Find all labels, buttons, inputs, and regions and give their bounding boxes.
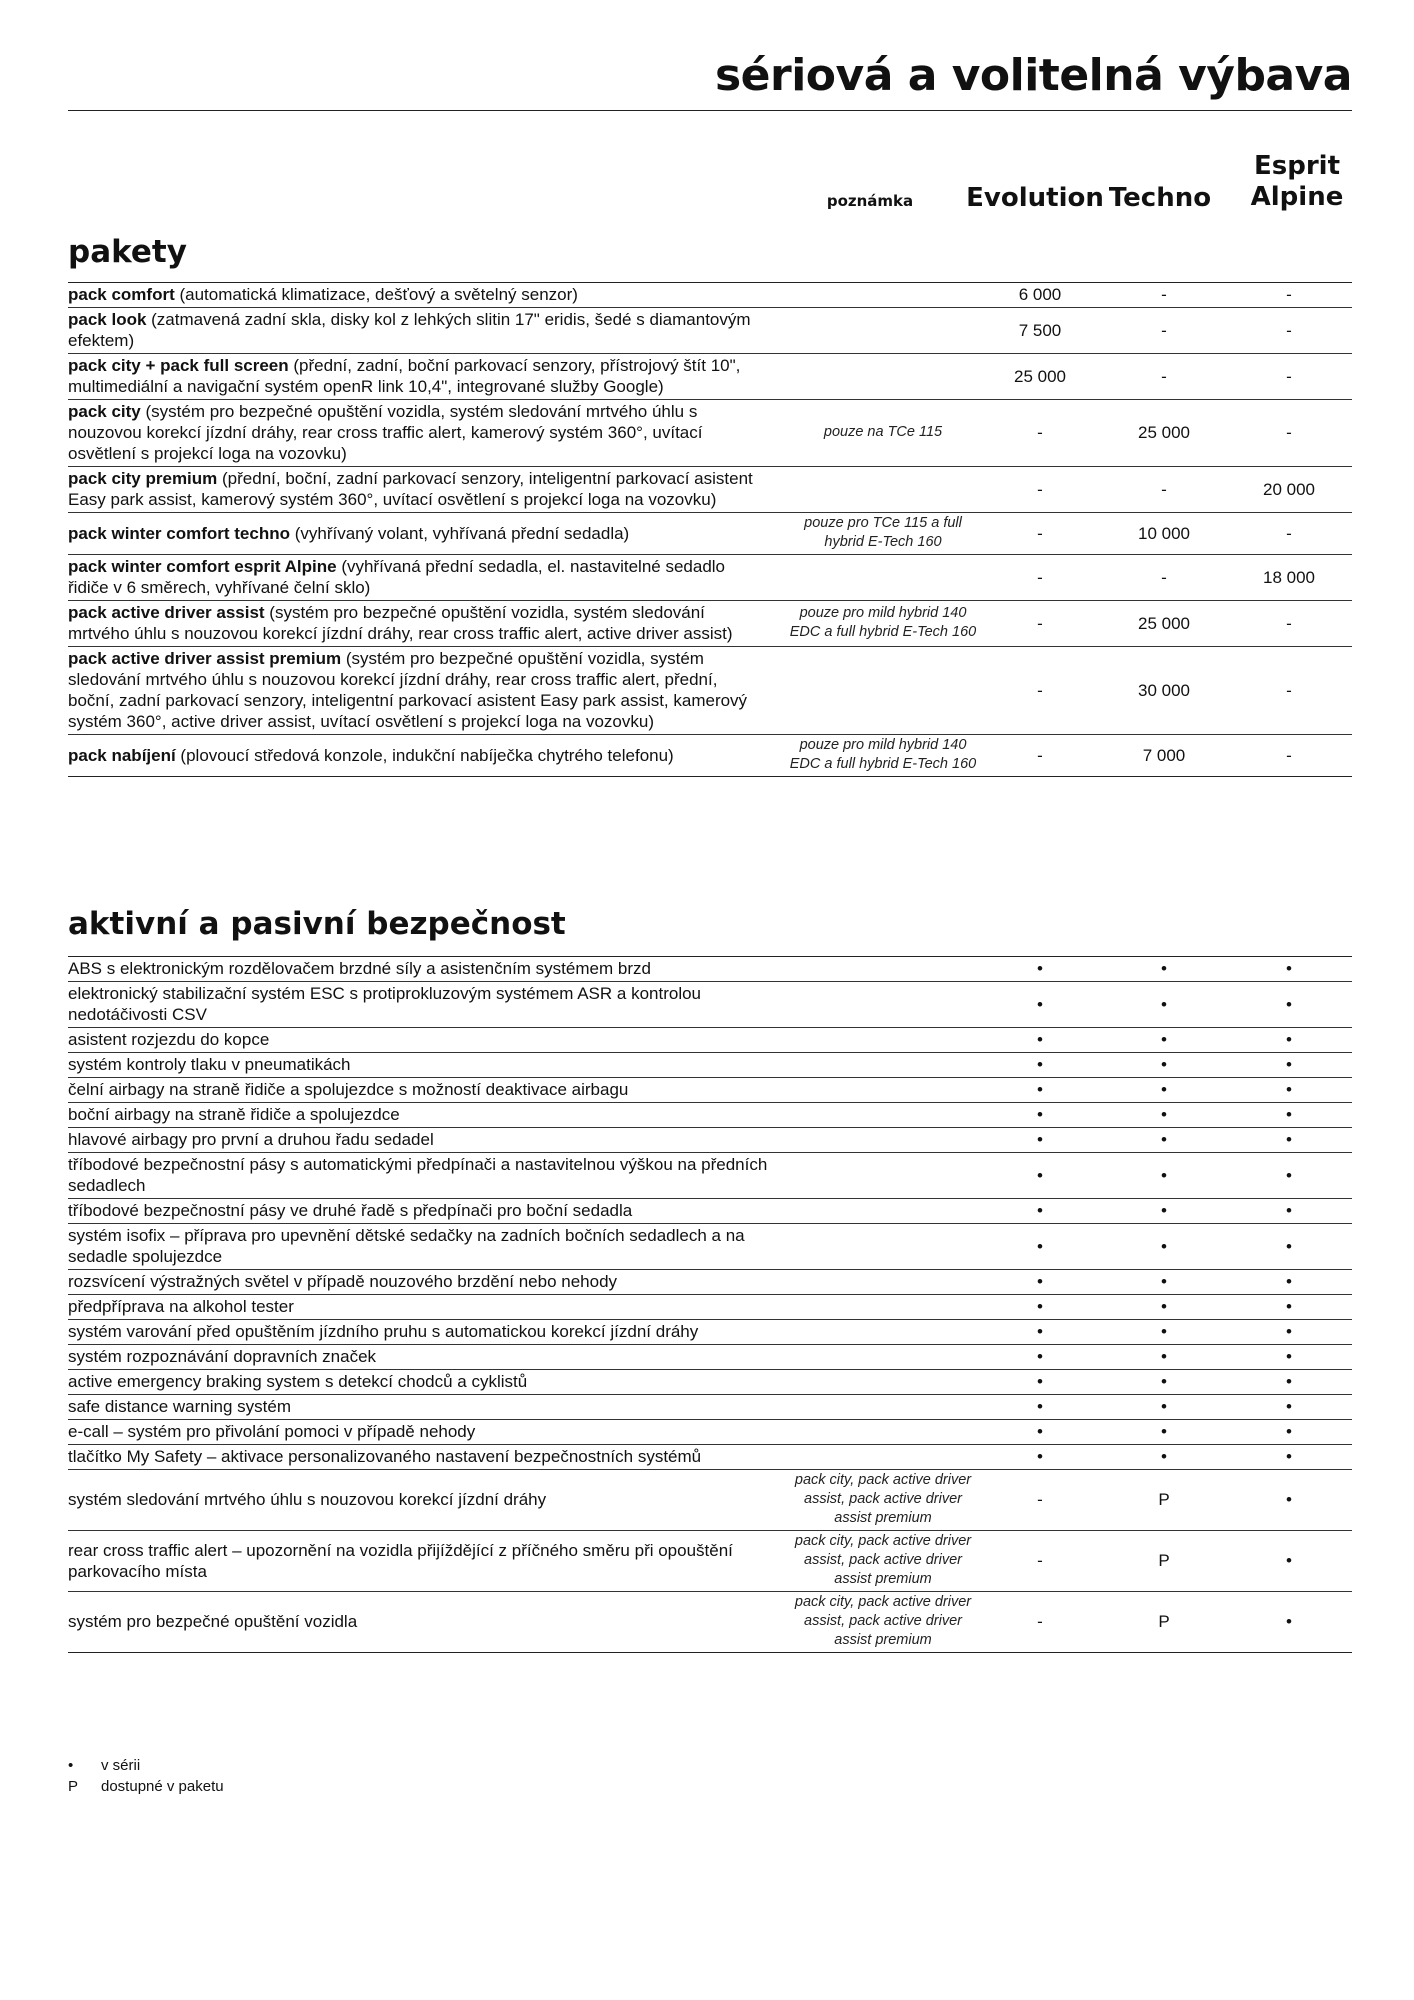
feature-description: e-call – systém pro přivolání pomoci v případě nehody: [68, 1420, 788, 1445]
feature-description: tlačítko My Safety – aktivace personalizovaného nastavení bezpečnostních systémů: [68, 1445, 788, 1470]
techno-availability: •: [1102, 1370, 1226, 1395]
evolution-availability: •: [978, 1420, 1102, 1445]
techno-availability: •: [1102, 1199, 1226, 1224]
alpine-price: -: [1226, 513, 1352, 555]
note-cell: pouze pro mild hybrid 140 EDC a full hybrid E-Tech 160: [788, 601, 978, 647]
note-cell: [788, 957, 978, 982]
legend-symbol: •: [68, 1757, 74, 1774]
pack-description: [68, 283, 788, 308]
alpine-price: -: [1226, 283, 1352, 308]
column-header-techno: Techno: [1108, 183, 1212, 213]
table-row: [68, 1153, 1352, 1199]
feature-description: tříbodové bezpečnostní pásy s automatickými předpínači a nastavitelnou výškou na předních sedadlech: [68, 1153, 788, 1199]
techno-availability: •: [1102, 1028, 1226, 1053]
evolution-availability: -: [978, 1531, 1102, 1592]
alpine-availability: •: [1226, 1395, 1352, 1420]
evolution-availability: •: [978, 957, 1102, 982]
note-cell: [788, 1445, 978, 1470]
note-cell: pack city, pack active driver assist, pack active driver assist premium: [794, 1594, 972, 1648]
evolution-availability: •: [978, 982, 1102, 1028]
note-cell: pack city, pack active driver assist, pack active driver assist premium: [788, 1531, 978, 1592]
techno-availability: •: [1102, 1224, 1226, 1270]
techno-availability: •: [1102, 1345, 1226, 1370]
note-cell: [788, 1053, 978, 1078]
note-cell: [788, 1395, 978, 1420]
evolution-availability: •: [978, 1445, 1102, 1470]
table-row: [68, 1078, 1352, 1103]
pack-description: [68, 400, 788, 467]
table-row: [68, 467, 1352, 513]
pack-detail: (systém pro bezpečné opuštění vozidla, systém sledování mrtvého úhlu s nouzovou korekcí jízdní dráhy, rear cross traffic alert, přední, boční, zadní parkovací senzory, inteligentní parkovací asistent Easy park assist, kamerový systém 360°, active driver assist, uvítací osvětlení s projekcí loga na vozovku): [68, 649, 748, 731]
evolution-availability: •: [978, 1395, 1102, 1420]
techno-availability: P: [1102, 1531, 1226, 1592]
note-cell: [788, 1078, 978, 1103]
alpine-price: -: [1226, 400, 1352, 467]
alpine-availability: •: [1226, 982, 1352, 1028]
table-row: [68, 735, 1352, 777]
techno-availability: •: [1102, 1320, 1226, 1345]
evolution-price: -: [978, 601, 1102, 647]
alpine-availability: •: [1226, 1420, 1352, 1445]
pack-detail: (vyhřívaná přední sedadla, el. nastavitelné sedadlo řidiče v 6 směrech, vyhřívané čelní sklo): [68, 557, 726, 597]
table-row: [68, 1224, 1352, 1270]
feature-description: čelní airbagy na straně řidiče a spolujezdce s možností deaktivace airbagu: [68, 1078, 788, 1103]
techno-availability: •: [1102, 982, 1226, 1028]
alpine-price: -: [1226, 308, 1352, 354]
evolution-price: -: [978, 555, 1102, 601]
note-cell: [788, 1345, 978, 1370]
alpine-price: -: [1226, 647, 1352, 735]
evolution-availability: •: [978, 1270, 1102, 1295]
feature-description: tříbodové bezpečnostní pásy ve druhé řadě s předpínači pro boční sedadla: [68, 1199, 788, 1224]
evolution-availability: •: [978, 1345, 1102, 1370]
evolution-availability: -: [1037, 1612, 1043, 1631]
pack-detail: (automatická klimatizace, dešťový a světelný senzor): [174, 285, 578, 304]
alpine-price: 18 000: [1226, 555, 1352, 601]
evolution-price: -: [978, 513, 1102, 555]
alpine-price: -: [1286, 745, 1292, 765]
table-row: [68, 308, 1352, 354]
note-cell: [788, 467, 978, 513]
column-header-evolution: Evolution: [966, 183, 1104, 213]
evolution-availability: •: [978, 1053, 1102, 1078]
column-header-note: poznámka: [826, 192, 914, 210]
alpine-availability: •: [1226, 1078, 1352, 1103]
evolution-availability: •: [978, 1078, 1102, 1103]
legend: [68, 1755, 224, 1797]
table-row: [68, 1445, 1352, 1470]
pack-name: pack city + pack full screen: [68, 356, 289, 375]
alpine-price: -: [1226, 354, 1352, 400]
note-cell: [788, 1320, 978, 1345]
techno-availability: •: [1102, 957, 1226, 982]
evolution-price: -: [978, 647, 1102, 735]
note-cell: [788, 1370, 978, 1395]
pack-name: pack comfort: [68, 285, 175, 304]
techno-availability: P: [1158, 1612, 1170, 1631]
alpine-availability: •: [1226, 1053, 1352, 1078]
evolution-availability: •: [978, 1224, 1102, 1270]
table-row: [68, 1345, 1352, 1370]
pack-name: pack winter comfort techno: [68, 523, 290, 543]
table-row: [68, 283, 1352, 308]
alpine-availability: •: [1226, 1295, 1352, 1320]
techno-availability: •: [1102, 1153, 1226, 1199]
evolution-availability: •: [978, 1370, 1102, 1395]
note-cell: [788, 555, 978, 601]
alpine-availability: •: [1226, 957, 1352, 982]
alpine-availability: •: [1226, 1470, 1352, 1531]
safety-table: [68, 956, 1352, 1653]
table-row: [68, 1470, 1352, 1531]
section-title-packs: pakety: [68, 234, 187, 270]
pack-description: [68, 513, 788, 555]
alpine-price: -: [1226, 601, 1352, 647]
pack-detail: (systém pro bezpečné opuštění vozidla, systém sledování mrtvého úhlu s nouzovou korekcí jízdní dráhy, rear cross traffic alert, kamerový systém 360°, uvítací osvětlení s projekcí loga na vozovku): [68, 402, 703, 463]
table-row: [68, 1053, 1352, 1078]
note-cell: [788, 1295, 978, 1320]
alpine-availability: •: [1226, 1153, 1352, 1199]
feature-description: systém rozpoznávání dopravních značek: [68, 1345, 788, 1370]
feature-description: systém kontroly tlaku v pneumatikách: [68, 1053, 788, 1078]
table-row: [68, 982, 1352, 1028]
table-row: [68, 1028, 1352, 1053]
evolution-availability: •: [978, 1103, 1102, 1128]
techno-availability: •: [1102, 1078, 1226, 1103]
table-row: [68, 1295, 1352, 1320]
feature-description: systém isofix – příprava pro upevnění dětské sedačky na zadních bočních sedadlech a na sedadle spolujezdce: [68, 1224, 788, 1270]
evolution-availability: •: [978, 1320, 1102, 1345]
alpine-availability: •: [1226, 1103, 1352, 1128]
alpine-availability: •: [1226, 1028, 1352, 1053]
techno-availability: •: [1102, 1103, 1226, 1128]
pack-description: [68, 735, 788, 777]
pack-description: [68, 308, 788, 354]
table-row: [68, 601, 1352, 647]
table-row: [68, 1103, 1352, 1128]
techno-availability: •: [1102, 1395, 1226, 1420]
techno-price: -: [1102, 555, 1226, 601]
pack-detail: (přední, boční, zadní parkovací senzory, inteligentní parkovací asistent Easy park assist, kamerový systém 360°, uvítací osvětlení s projekcí loga na vozovku): [68, 469, 753, 509]
evolution-price: 7 500: [978, 308, 1102, 354]
feature-description: předpříprava na alkohol tester: [68, 1295, 788, 1320]
table-row: [68, 647, 1352, 735]
alpine-availability: •: [1226, 1199, 1352, 1224]
pack-description: [68, 354, 788, 400]
alpine-availability: •: [1226, 1128, 1352, 1153]
techno-price: 10 000: [1102, 513, 1226, 555]
pack-description: [68, 555, 788, 601]
note-cell: [788, 1199, 978, 1224]
note-cell: [788, 1153, 978, 1199]
feature-description: boční airbagy na straně řidiče a spolujezdce: [68, 1103, 788, 1128]
feature-description: systém varování před opuštěním jízdního pruhu s automatickou korekcí jízdní dráhy: [68, 1320, 788, 1345]
note-cell: [788, 354, 978, 400]
alpine-availability: •: [1286, 1612, 1292, 1631]
note-cell: [788, 283, 978, 308]
techno-availability: •: [1102, 1053, 1226, 1078]
techno-availability: •: [1102, 1270, 1226, 1295]
table-row: [68, 354, 1352, 400]
techno-availability: P: [1102, 1470, 1226, 1531]
techno-price: -: [1102, 354, 1226, 400]
table-row: [68, 513, 1352, 555]
pack-description: [68, 467, 788, 513]
pack-name: pack active driver assist premium: [68, 649, 342, 668]
column-header-esprit-alpine: [1222, 151, 1372, 213]
pack-detail: (vyhřívaný volant, vyhřívaná přední sedadla): [289, 523, 630, 543]
note-cell: pouze pro mild hybrid 140 EDC a full hybrid E-Tech 160: [789, 737, 977, 772]
feature-description: systém sledování mrtvého úhlu s nouzovou korekcí jízdní dráhy: [68, 1470, 788, 1531]
note-cell: pouze na TCe 115: [788, 400, 978, 467]
evolution-price: -: [978, 400, 1102, 467]
feature-description: rozsvícení výstražných světel v případě nouzového brzdění nebo nehody: [68, 1270, 788, 1295]
table-row: [68, 1320, 1352, 1345]
pack-name: pack nabíjení: [68, 745, 176, 765]
column-header-esprit-alpine-line2: Alpine: [1250, 182, 1344, 212]
pack-description: [68, 647, 788, 735]
techno-price: 7 000: [1142, 745, 1186, 765]
feature-description: safe distance warning systém: [68, 1395, 788, 1420]
alpine-availability: •: [1226, 1224, 1352, 1270]
pack-detail: (zatmavená zadní skla, disky kol z lehkých slitin 17" eridis, šedé s diamantovým efektem): [68, 310, 751, 350]
table-row: [68, 1128, 1352, 1153]
alpine-availability: •: [1226, 1531, 1352, 1592]
page-title: sériová a volitelná výbava: [714, 50, 1352, 101]
techno-price: -: [1102, 467, 1226, 513]
evolution-availability: •: [978, 1199, 1102, 1224]
pack-description: [68, 601, 788, 647]
alpine-availability: •: [1226, 1370, 1352, 1395]
techno-availability: •: [1102, 1420, 1226, 1445]
pack-detail: (plovoucí středová konzole, indukční nabíječka chytrého telefonu): [175, 745, 674, 765]
packs-table: [68, 282, 1352, 777]
pack-name: pack city premium: [68, 469, 218, 488]
legend-text: dostupné v paketu: [101, 1778, 224, 1795]
table-row: [68, 1592, 1352, 1653]
alpine-availability: •: [1226, 1320, 1352, 1345]
pack-name: pack winter comfort esprit Alpine: [68, 557, 337, 576]
feature-description: elektronický stabilizační systém ESC s protiprokluzovým systémem ASR a kontrolou nedotáčivosti CSV: [68, 982, 788, 1028]
pack-name: pack look: [68, 310, 147, 329]
techno-price: -: [1102, 308, 1226, 354]
legend-text: v sérii: [101, 1757, 141, 1774]
pack-detail: (systém pro bezpečné opuštění vozidla, systém sledování mrtvého úhlu s nouzovou korekcí jízdní dráhy, rear cross traffic alert, active driver assist): [68, 603, 733, 643]
table-row: [68, 957, 1352, 982]
note-cell: [788, 1028, 978, 1053]
feature-description: asistent rozjezdu do kopce: [68, 1028, 788, 1053]
pack-name: pack city: [68, 402, 141, 421]
title-divider: [68, 110, 1352, 111]
techno-availability: •: [1102, 1295, 1226, 1320]
techno-price: -: [1102, 283, 1226, 308]
alpine-availability: •: [1226, 1345, 1352, 1370]
table-row: [68, 1420, 1352, 1445]
table-row: [68, 1270, 1352, 1295]
table-row: [68, 1531, 1352, 1592]
techno-price: 30 000: [1102, 647, 1226, 735]
note-cell: [788, 647, 978, 735]
legend-symbol: P: [68, 1778, 79, 1795]
feature-description: rear cross traffic alert – upozornění na vozidla přijíždějící z příčného směru při opouštění parkovacího místa: [68, 1531, 788, 1592]
evolution-price: -: [978, 467, 1102, 513]
alpine-availability: •: [1226, 1270, 1352, 1295]
pack-detail: (přední, zadní, boční parkovací senzory, přístrojový štít 10", multimediální a navigační systém openR link 10,4", integrované služby Google): [68, 356, 741, 396]
table-row: [68, 400, 1352, 467]
alpine-price: 20 000: [1226, 467, 1352, 513]
section-title-safety: aktivní a pasivní bezpečnost: [68, 906, 566, 942]
techno-availability: •: [1102, 1128, 1226, 1153]
note-cell: pack city, pack active driver assist, pack active driver assist premium: [788, 1470, 978, 1531]
techno-availability: •: [1102, 1445, 1226, 1470]
note-cell: [788, 1420, 978, 1445]
note-cell: pouze pro TCe 115 a full hybrid E-Tech 160: [788, 513, 978, 555]
evolution-price: 25 000: [978, 354, 1102, 400]
table-row: [68, 1199, 1352, 1224]
legend-item: [68, 1776, 224, 1797]
feature-description: hlavové airbagy pro první a druhou řadu sedadel: [68, 1128, 788, 1153]
feature-description: active emergency braking system s detekcí chodců a cyklistů: [68, 1370, 788, 1395]
evolution-price: -: [1037, 745, 1043, 765]
techno-price: 25 000: [1102, 601, 1226, 647]
note-cell: [788, 308, 978, 354]
table-row: [68, 1395, 1352, 1420]
table-row: [68, 1370, 1352, 1395]
alpine-availability: •: [1226, 1445, 1352, 1470]
note-cell: [788, 1103, 978, 1128]
note-cell: [788, 1224, 978, 1270]
note-cell: [788, 982, 978, 1028]
column-header-esprit-alpine-line1: Esprit: [1253, 151, 1340, 181]
evolution-availability: -: [978, 1470, 1102, 1531]
techno-price: 25 000: [1102, 400, 1226, 467]
evolution-availability: •: [978, 1295, 1102, 1320]
evolution-availability: •: [978, 1028, 1102, 1053]
pack-name: pack active driver assist: [68, 603, 265, 622]
table-row: [68, 555, 1352, 601]
evolution-availability: •: [978, 1153, 1102, 1199]
feature-description: systém pro bezpečné opuštění vozidla: [68, 1612, 358, 1631]
evolution-price: 6 000: [978, 283, 1102, 308]
legend-item: [68, 1755, 224, 1776]
evolution-availability: •: [978, 1128, 1102, 1153]
note-cell: [788, 1270, 978, 1295]
note-cell: [788, 1128, 978, 1153]
feature-description: ABS s elektronickým rozdělovačem brzdné síly a asistenčním systémem brzd: [68, 957, 788, 982]
